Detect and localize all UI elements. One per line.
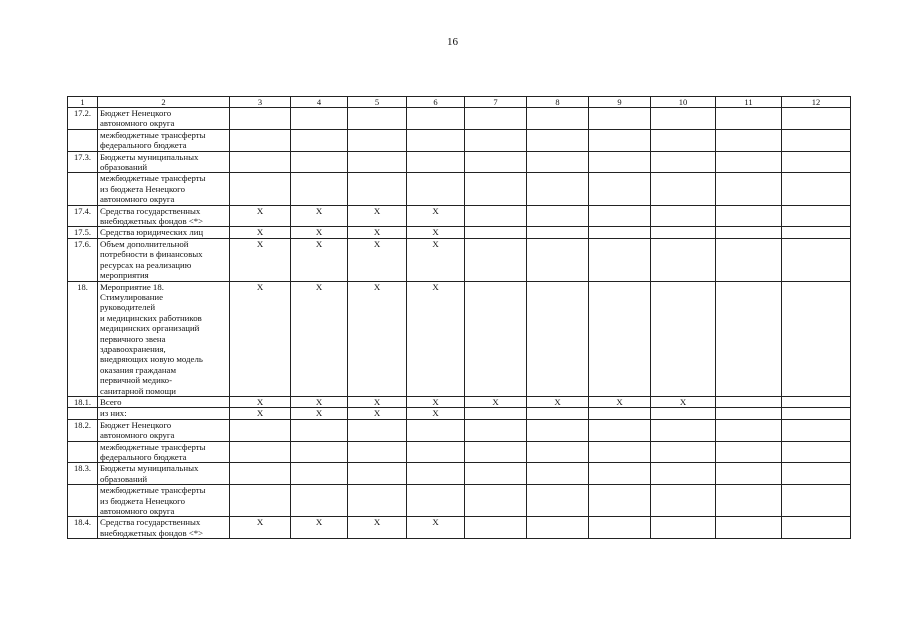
value-cell: X [230, 238, 291, 281]
value-cell [782, 441, 851, 463]
value-cell [589, 129, 651, 151]
value-cell [782, 173, 851, 205]
value-cell [716, 238, 782, 281]
value-cell: X [348, 408, 407, 419]
value-cell [782, 205, 851, 227]
row-label: межбюджетные трансферты из бюджета Ненецкого автономного округа [98, 485, 230, 517]
value-cell [291, 463, 348, 485]
value-cell [651, 205, 716, 227]
row-number [68, 485, 98, 517]
value-cell [589, 485, 651, 517]
value-cell [782, 396, 851, 407]
value-cell [465, 108, 527, 130]
column-header: 5 [348, 97, 407, 108]
value-cell [407, 151, 465, 173]
value-cell: X [291, 227, 348, 238]
value-cell [527, 129, 589, 151]
value-cell [465, 441, 527, 463]
value-cell [348, 485, 407, 517]
value-cell [651, 173, 716, 205]
row-number: 17.5. [68, 227, 98, 238]
value-cell: X [407, 205, 465, 227]
value-cell [589, 151, 651, 173]
value-cell [782, 129, 851, 151]
page-number: 16 [447, 36, 458, 48]
value-cell: X [407, 238, 465, 281]
value-cell [782, 419, 851, 441]
value-cell [716, 463, 782, 485]
row-label: межбюджетные трансферты федерального бюджета [98, 129, 230, 151]
column-header: 2 [98, 97, 230, 108]
value-cell: X [291, 238, 348, 281]
column-header: 7 [465, 97, 527, 108]
row-label: Средства государственных внебюджетных фондов <*> [98, 517, 230, 539]
value-cell [527, 441, 589, 463]
value-cell [782, 151, 851, 173]
value-cell: X [407, 281, 465, 396]
value-cell [230, 419, 291, 441]
value-cell [348, 173, 407, 205]
value-cell [782, 517, 851, 539]
value-cell [465, 408, 527, 419]
value-cell [716, 281, 782, 396]
row-number: 17.6. [68, 238, 98, 281]
value-cell [782, 227, 851, 238]
row-number: 18.1. [68, 396, 98, 407]
value-cell [348, 129, 407, 151]
row-number: 18.2. [68, 419, 98, 441]
value-cell [651, 129, 716, 151]
value-cell [291, 129, 348, 151]
value-cell [527, 281, 589, 396]
table-row [68, 129, 851, 151]
value-cell [589, 205, 651, 227]
value-cell [465, 151, 527, 173]
table-row [68, 151, 851, 173]
table-header-row [68, 97, 851, 108]
value-cell [651, 441, 716, 463]
value-cell: X [230, 408, 291, 419]
value-cell: X [348, 205, 407, 227]
value-cell [407, 441, 465, 463]
value-cell [291, 485, 348, 517]
table-row [68, 227, 851, 238]
value-cell [589, 419, 651, 441]
value-cell [589, 281, 651, 396]
value-cell [407, 173, 465, 205]
value-cell: X [230, 227, 291, 238]
value-cell: X [348, 227, 407, 238]
row-label: Бюджет Ненецкого автономного округа [98, 419, 230, 441]
value-cell [465, 281, 527, 396]
value-cell [291, 151, 348, 173]
value-cell: X [291, 408, 348, 419]
value-cell [782, 463, 851, 485]
value-cell: X [230, 281, 291, 396]
value-cell [589, 517, 651, 539]
value-cell [527, 463, 589, 485]
value-cell [782, 485, 851, 517]
value-cell: X [348, 281, 407, 396]
row-label: Бюджеты муниципальных образований [98, 151, 230, 173]
table-row [68, 238, 851, 281]
value-cell: X [348, 396, 407, 407]
value-cell [230, 151, 291, 173]
row-number [68, 408, 98, 419]
value-cell [527, 485, 589, 517]
row-number [68, 441, 98, 463]
value-cell: X [230, 396, 291, 407]
value-cell [348, 419, 407, 441]
table-row [68, 205, 851, 227]
value-cell: X [407, 408, 465, 419]
value-cell [716, 173, 782, 205]
value-cell [407, 419, 465, 441]
value-cell [348, 463, 407, 485]
value-cell [716, 205, 782, 227]
value-cell [291, 173, 348, 205]
row-number [68, 129, 98, 151]
table-row [68, 463, 851, 485]
value-cell [782, 238, 851, 281]
value-cell [407, 463, 465, 485]
table-row [68, 281, 851, 396]
row-label: Всего [98, 396, 230, 407]
value-cell [651, 463, 716, 485]
value-cell [527, 205, 589, 227]
value-cell [527, 419, 589, 441]
value-cell [465, 517, 527, 539]
table-row [68, 419, 851, 441]
value-cell [465, 227, 527, 238]
value-cell: X [348, 517, 407, 539]
table-row [68, 441, 851, 463]
value-cell [716, 108, 782, 130]
value-cell [589, 441, 651, 463]
value-cell [465, 238, 527, 281]
value-cell [527, 108, 589, 130]
value-cell [782, 281, 851, 396]
program-financing-table [67, 96, 851, 539]
table-row [68, 108, 851, 130]
row-label: Бюджет Ненецкого автономного округа [98, 108, 230, 130]
value-cell [782, 408, 851, 419]
value-cell [407, 485, 465, 517]
value-cell [465, 205, 527, 227]
value-cell: X [407, 227, 465, 238]
value-cell [782, 108, 851, 130]
value-cell [291, 441, 348, 463]
value-cell [716, 151, 782, 173]
value-cell: X [291, 281, 348, 396]
value-cell [407, 108, 465, 130]
row-number: 17.2. [68, 108, 98, 130]
column-header: 8 [527, 97, 589, 108]
value-cell [230, 441, 291, 463]
value-cell [465, 173, 527, 205]
column-header: 1 [68, 97, 98, 108]
row-number: 18. [68, 281, 98, 396]
value-cell [589, 108, 651, 130]
value-cell [527, 238, 589, 281]
column-header: 9 [589, 97, 651, 108]
value-cell [651, 227, 716, 238]
value-cell: X [651, 396, 716, 407]
row-label: межбюджетные трансферты федерального бюджета [98, 441, 230, 463]
table-row [68, 485, 851, 517]
value-cell [651, 108, 716, 130]
value-cell [716, 396, 782, 407]
row-number [68, 173, 98, 205]
value-cell [651, 238, 716, 281]
row-label: Объем дополнительной потребности в финансовых ресурсах на реализацию мероприятия [98, 238, 230, 281]
value-cell [716, 129, 782, 151]
row-label: Бюджеты муниципальных образований [98, 463, 230, 485]
value-cell [589, 227, 651, 238]
row-number: 18.3. [68, 463, 98, 485]
column-header: 3 [230, 97, 291, 108]
row-label: Мероприятие 18. Стимулирование руководителей и медицинских работников медицинских организаций первичного звена здравоохранения, внедряющих новую модель оказания гражданам первичной медико- санитарной помощи [98, 281, 230, 396]
value-cell: X [291, 396, 348, 407]
value-cell [348, 441, 407, 463]
value-cell: X [407, 517, 465, 539]
row-label: межбюджетные трансферты из бюджета Ненецкого автономного округа [98, 173, 230, 205]
column-header: 4 [291, 97, 348, 108]
value-cell [348, 108, 407, 130]
value-cell: X [348, 238, 407, 281]
value-cell [589, 463, 651, 485]
value-cell [651, 408, 716, 419]
value-cell [348, 151, 407, 173]
value-cell: X [465, 396, 527, 407]
value-cell: X [589, 396, 651, 407]
row-label: из них: [98, 408, 230, 419]
value-cell [230, 108, 291, 130]
value-cell [716, 408, 782, 419]
row-number: 17.3. [68, 151, 98, 173]
value-cell [589, 238, 651, 281]
value-cell: X [407, 396, 465, 407]
value-cell [651, 419, 716, 441]
table-row [68, 396, 851, 407]
value-cell: X [230, 517, 291, 539]
value-cell [651, 485, 716, 517]
table-row [68, 408, 851, 419]
value-cell [651, 281, 716, 396]
value-cell [716, 419, 782, 441]
column-header: 6 [407, 97, 465, 108]
value-cell [230, 129, 291, 151]
row-label: Средства юридических лиц [98, 227, 230, 238]
value-cell [589, 408, 651, 419]
value-cell [527, 517, 589, 539]
value-cell [230, 173, 291, 205]
value-cell [651, 517, 716, 539]
value-cell [465, 463, 527, 485]
value-cell [527, 227, 589, 238]
row-number: 18.4. [68, 517, 98, 539]
value-cell: X [291, 517, 348, 539]
table-row [68, 517, 851, 539]
column-header: 10 [651, 97, 716, 108]
value-cell: X [230, 205, 291, 227]
value-cell [716, 227, 782, 238]
row-number: 17.4. [68, 205, 98, 227]
value-cell: X [527, 396, 589, 407]
value-cell [589, 173, 651, 205]
value-cell: X [291, 205, 348, 227]
value-cell [291, 419, 348, 441]
value-cell [716, 485, 782, 517]
value-cell [230, 463, 291, 485]
column-header: 11 [716, 97, 782, 108]
value-cell [716, 441, 782, 463]
value-cell [527, 151, 589, 173]
value-cell [230, 485, 291, 517]
value-cell [716, 517, 782, 539]
value-cell [465, 485, 527, 517]
value-cell [291, 108, 348, 130]
value-cell [407, 129, 465, 151]
table-row [68, 173, 851, 205]
table-body [68, 97, 851, 539]
value-cell [465, 419, 527, 441]
row-label: Средства государственных внебюджетных фондов <*> [98, 205, 230, 227]
column-header: 12 [782, 97, 851, 108]
value-cell [527, 408, 589, 419]
value-cell [527, 173, 589, 205]
value-cell [465, 129, 527, 151]
value-cell [651, 151, 716, 173]
